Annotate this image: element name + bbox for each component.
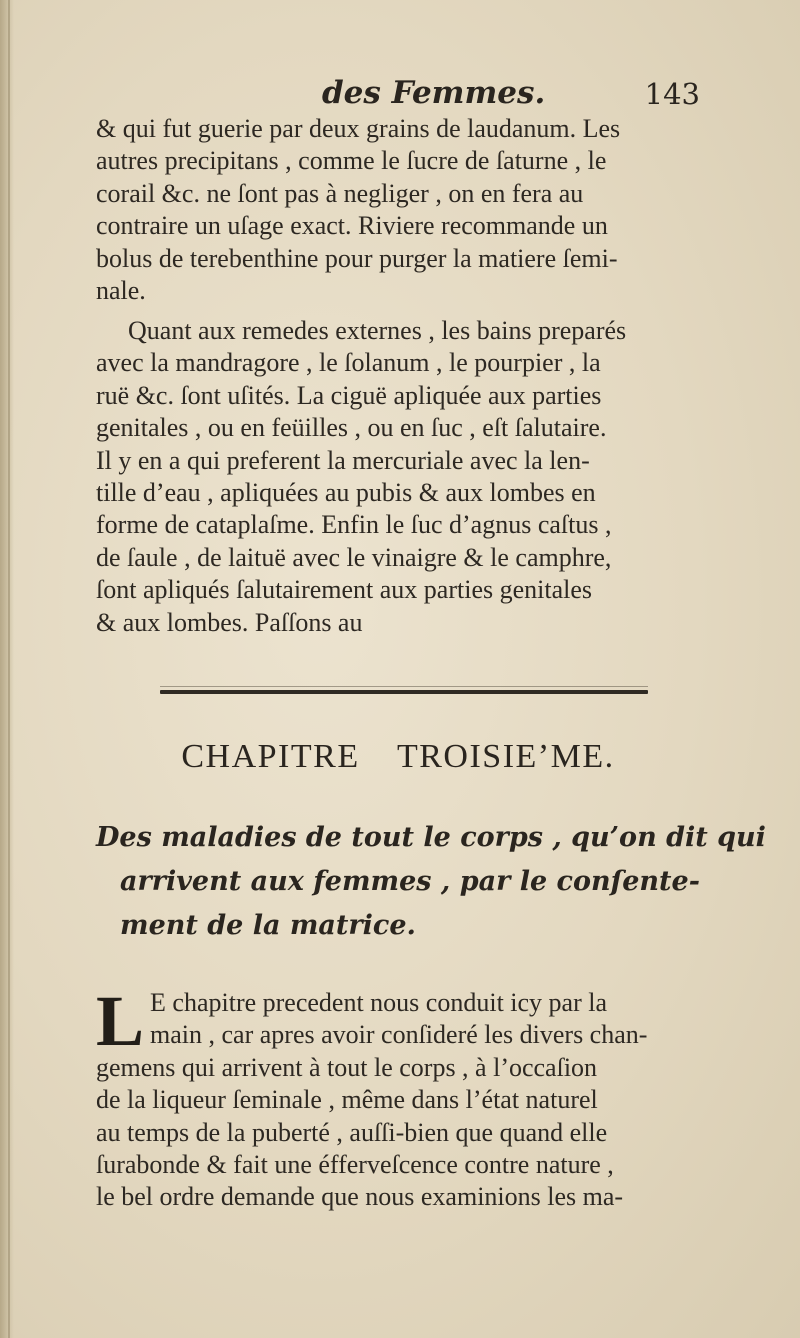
- running-title: des Femmes.: [322, 75, 546, 111]
- text-line: main , car apres avoir conſideré les divers chan-: [150, 1020, 648, 1050]
- text-line: corail &c. ne ſont pas à negliger , on en fera au: [96, 178, 584, 208]
- text-line: autres precipitans , comme le ſucre de ſaturne , le: [96, 146, 607, 176]
- section-rule-thin: [160, 686, 648, 687]
- text-line: avec la mandragore , le ſolanum , le pourpier , la: [96, 348, 601, 378]
- text-line: le bel ordre demande que nous examinions les ma-: [96, 1182, 624, 1212]
- text-line: gemens qui arrivent à tout le corps , à l’occaſion: [96, 1052, 598, 1082]
- section-rule: [160, 690, 648, 694]
- text-line: forme de cataplaſme. Enfin le ſuc d’agnus caſtus ,: [96, 510, 612, 540]
- paragraph-external-remedies: [96, 315, 700, 639]
- text-line: contraire un uſage exact. Riviere recommande un: [96, 211, 608, 241]
- page-binding-shadow: [0, 0, 14, 1338]
- text-line: Quant aux remedes externes , les bains preparés: [128, 316, 627, 345]
- text-line: ruë &c. ſont uſités. La ciguë apliquée aux parties: [96, 380, 602, 410]
- chapter-opening-paragraph: [96, 981, 700, 1214]
- chapter-subtitle: [96, 816, 766, 948]
- text-line: Il y en a qui preferent la mercuriale avec la len-: [96, 445, 590, 475]
- text-line: de la liqueur ſeminale , même dans l’état naturel: [96, 1085, 598, 1115]
- subtitle-line: ment de la matrice.: [120, 910, 416, 941]
- chapter-title: CHAPITRE TROISIE’ME.: [181, 738, 615, 775]
- page-number: 143: [644, 77, 700, 111]
- text-line: E chapitre precedent nous conduit icy par la: [150, 988, 608, 1017]
- subtitle-line: arrivent aux femmes , par le conſente-: [120, 866, 700, 897]
- text-line: ſont apliqués ſalutairement aux parties genitales: [96, 575, 593, 605]
- spine-edge: [8, 0, 10, 1338]
- subtitle-line: Des maladies de tout le corps , qu’on dit qui: [96, 822, 766, 853]
- text-line: & qui fut guerie par deux grains de laudanum. Les: [96, 114, 621, 143]
- text-line: au temps de la puberté , auſſi-bien que quand elle: [96, 1117, 608, 1147]
- text-line: bolus de terebenthine pour purger la matiere ſemi-: [96, 243, 618, 273]
- drop-cap: L: [96, 981, 145, 1061]
- text-line: genitales , ou en feüilles , ou en ſuc , eſt ſalutaire.: [96, 413, 607, 443]
- text-line: tille d’eau , apliquées au pubis & aux lombes en: [96, 478, 596, 508]
- text-line: nale.: [96, 276, 146, 306]
- text-line: ſurabonde & fait une éfferveſcence contre nature ,: [96, 1150, 614, 1180]
- paragraph-continuation: [96, 113, 700, 307]
- text-line: & aux lombes. Paſſons au: [96, 607, 363, 637]
- text-line: de ſaule , de laituë avec le vinaigre & le camphre,: [96, 542, 612, 572]
